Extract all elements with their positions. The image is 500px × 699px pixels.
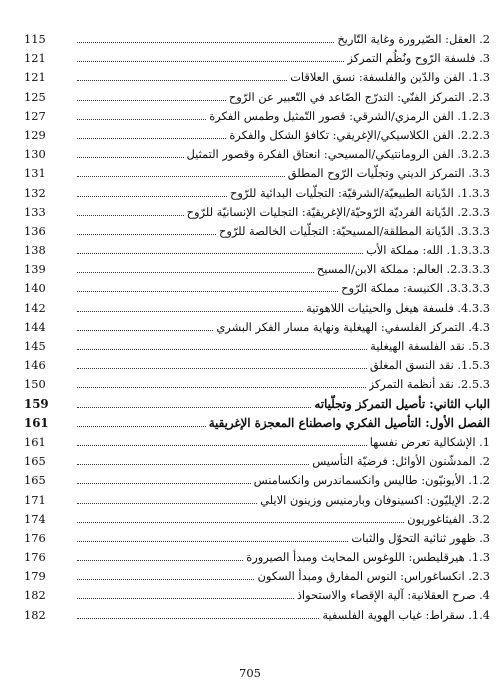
toc-entry-title: 2. العقل: الصّيرورة وغاية التّاريخ xyxy=(337,32,490,46)
toc-entry xyxy=(20,241,490,260)
toc-entry-title: 5.3. نقد الفلسفة الهيغلية xyxy=(370,339,490,353)
toc-entry-title: 2.5.3. نقد أنظمة التمركز xyxy=(368,377,490,392)
toc-entry xyxy=(20,318,490,337)
toc-entry-title: الفصل الأول: التأصيل الفكري واصطناع المعجزة الإغريقية xyxy=(208,415,490,430)
toc-page-number: 176 xyxy=(24,530,46,545)
dot-leader xyxy=(77,607,319,618)
toc-entry-title: 1.3. هيرقليطس: اللوغوس المحايث ومبدأ الصيرورة xyxy=(246,550,490,565)
toc-entry xyxy=(20,452,490,471)
toc-page-number: 138 xyxy=(24,243,46,258)
dot-leader xyxy=(77,358,367,369)
dot-leader xyxy=(77,550,243,561)
toc-entry xyxy=(20,567,490,586)
toc-entry xyxy=(20,356,490,375)
toc-entry-title: 1.4. سقراط: غياب الهوية الفلسفية xyxy=(322,607,490,622)
dot-leader xyxy=(77,377,366,388)
dot-leader xyxy=(77,185,227,196)
dot-leader xyxy=(77,492,257,503)
toc-entry-title: 2.3. انكساغوراس: النوس المفارق ومبدأ السكون xyxy=(257,569,490,584)
dot-leader xyxy=(77,435,367,446)
toc-entry-title: 3.3. التمركز الديني وتجلّيات الرّوح المطلق xyxy=(287,166,490,181)
dot-leader xyxy=(77,128,226,139)
dot-leader xyxy=(77,473,251,484)
toc-entry xyxy=(20,414,490,433)
dot-leader xyxy=(77,588,294,599)
toc-page-number: 159 xyxy=(24,396,49,411)
toc-entry xyxy=(20,88,490,107)
toc-entry xyxy=(20,49,490,68)
toc-entry xyxy=(20,222,490,241)
dot-leader xyxy=(77,339,367,350)
toc-entry-title: 4. صرح العقلانية: آلية الإقصاء والاستحواذ xyxy=(296,588,490,603)
toc-entry xyxy=(20,299,490,318)
toc-entry-title: 3.2.3. الفن الرومانتيكي/المسيحي: انعتاق الفكرة وقصور التمثيل xyxy=(186,147,490,162)
toc-entry xyxy=(20,529,490,548)
dot-leader xyxy=(77,32,334,43)
dot-leader xyxy=(77,281,338,292)
dot-leader xyxy=(77,51,344,62)
toc-entry xyxy=(20,279,490,298)
toc-entry xyxy=(20,260,490,279)
toc-entry-title: 3.2. الفيثاغوريون xyxy=(407,511,490,526)
dot-leader xyxy=(77,569,254,580)
toc-page-number: 171 xyxy=(24,492,46,507)
dot-leader xyxy=(77,70,287,81)
toc-page-number: 136 xyxy=(24,223,46,238)
toc-entry-title: 3.3.3.3. الكنيسة: مملكة الرّوح xyxy=(341,281,490,296)
toc-entry-title: 4.3.3. فلسفة هيغل والحيثيات اللاهوتية xyxy=(306,300,490,315)
table-of-contents xyxy=(20,30,490,625)
toc-entry-title: 1.2. الأيونيّون: طاليس وانكسماندرس وانكسامنس xyxy=(253,473,490,488)
toc-page-number: 146 xyxy=(24,358,46,373)
toc-entry-title: 2. المدشّنون الأوائل: فرضيّة التأسيس xyxy=(312,454,490,469)
toc-entry xyxy=(20,433,490,452)
toc-page-number: 139 xyxy=(24,262,46,277)
dot-leader xyxy=(77,147,184,158)
toc-page-number: 129 xyxy=(24,127,46,142)
dot-leader xyxy=(77,243,363,254)
toc-entry xyxy=(20,510,490,529)
toc-entry xyxy=(20,395,490,414)
toc-entry-title: 3.3.3. الدّيانة المطلقة/المسيحيّة: التجلّيات الخالصة للرّوح xyxy=(219,223,490,238)
toc-entry xyxy=(20,164,490,183)
toc-entry-title: 3. ظهور ثنائية التحوّل والثبات xyxy=(351,530,490,545)
toc-entry-title: 2.2.3. الفن الكلاسيكي/الإغريقي: تكافؤ الشكل والفكرة xyxy=(229,127,490,142)
toc-entry-title: 1.2.3. الفن الرمزي/الشرقي: قصور التّمثيل وطمس الفكرة xyxy=(209,108,490,123)
dot-leader xyxy=(77,109,206,120)
toc-entry-title: الباب الثاني: تأصيل التمركز وتجلّياته xyxy=(314,396,490,411)
toc-entry xyxy=(20,107,490,126)
dot-leader xyxy=(77,320,213,331)
toc-entry xyxy=(20,126,490,145)
toc-entry xyxy=(20,375,490,394)
toc-page-number: 144 xyxy=(24,319,46,334)
toc-page-number: 127 xyxy=(24,108,46,123)
toc-entry-title: 1. الإشكالية تعرض نفسها xyxy=(369,434,490,449)
toc-entry-title: 2.3. التمركز الفنّي: التدرّج الصّاعد في التّعبير عن الرّوح xyxy=(228,89,490,104)
toc-page-number: 121 xyxy=(24,70,46,85)
toc-page-number: 176 xyxy=(24,550,46,565)
page-number: 705 xyxy=(239,666,261,680)
toc-page-number: 165 xyxy=(24,454,46,469)
toc-entry-title: 1.3.3.3. الله: مملكة الأب xyxy=(366,243,490,258)
toc-entry xyxy=(20,471,490,490)
toc-entry xyxy=(20,606,490,625)
toc-page-number: 161 xyxy=(24,415,49,430)
toc-entry xyxy=(20,337,490,356)
toc-page-number: 131 xyxy=(24,166,46,181)
dot-leader xyxy=(77,89,226,100)
dot-leader xyxy=(77,415,206,427)
toc-entry xyxy=(20,68,490,87)
toc-entry-title: 2.2. الإيليّون: اكسينوفان وبارمنيس وزينون الايلي xyxy=(260,492,490,507)
toc-page-number: 165 xyxy=(24,473,46,488)
toc-entry xyxy=(20,203,490,222)
toc-page-number: 132 xyxy=(24,185,46,200)
toc-page-number: 125 xyxy=(24,89,46,104)
dot-leader xyxy=(77,262,314,273)
toc-entry-title: 1.3. الفن والدّين والفلسفة: نسق العلاقات xyxy=(290,70,490,85)
toc-page-number: 140 xyxy=(24,281,46,296)
toc-page-number: 179 xyxy=(24,569,46,584)
dot-leader xyxy=(77,204,184,215)
toc-page-number: 174 xyxy=(24,511,46,526)
dot-leader xyxy=(77,511,404,522)
dot-leader xyxy=(77,396,311,408)
toc-page-number: 130 xyxy=(24,147,46,162)
toc-entry xyxy=(20,491,490,510)
toc-entry-title: 1.3.3. الدّيانة الطبيعيّة/الشرقيّة: التجلّيات البدائية للرّوح xyxy=(229,185,490,200)
toc-page-number: 142 xyxy=(24,300,46,315)
toc-page-number: 161 xyxy=(24,434,46,449)
toc-entry-title: 3. فلسفة الرّوح ونُظُم التمركز xyxy=(347,51,490,66)
dot-leader xyxy=(77,224,216,235)
toc-page-number: 115 xyxy=(24,32,46,46)
toc-entry xyxy=(20,586,490,605)
toc-page-number: 150 xyxy=(24,377,46,392)
dot-leader xyxy=(77,531,348,542)
toc-entry-title: 1.5.3. نقد النسق المغلق xyxy=(369,358,490,373)
toc-entry xyxy=(20,184,490,203)
toc-page-number: 182 xyxy=(24,588,46,603)
toc-entry-title: 2.3.3.3. العالم: مملكة الابن/المسيح xyxy=(316,262,490,277)
toc-entry-title: 4.3. التمركز الفلسفي: الهيغلية ونهاية مسار الفكر البشري xyxy=(216,319,490,334)
dot-leader xyxy=(77,454,309,465)
dot-leader xyxy=(77,300,303,311)
dot-leader xyxy=(77,166,285,177)
toc-page-number: 145 xyxy=(24,339,46,353)
toc-page-number: 121 xyxy=(24,51,46,66)
toc-entry xyxy=(20,145,490,164)
toc-page-number: 182 xyxy=(24,607,46,622)
toc-entry-title: 2.3.3. الدّيانة الفرديّة الرّوحيّة/الإغريقيّة: التجليات الإنسانيّة للرّوح xyxy=(186,204,490,219)
toc-entry xyxy=(20,30,490,49)
toc-entry xyxy=(20,548,490,567)
toc-page-number: 133 xyxy=(24,204,46,219)
